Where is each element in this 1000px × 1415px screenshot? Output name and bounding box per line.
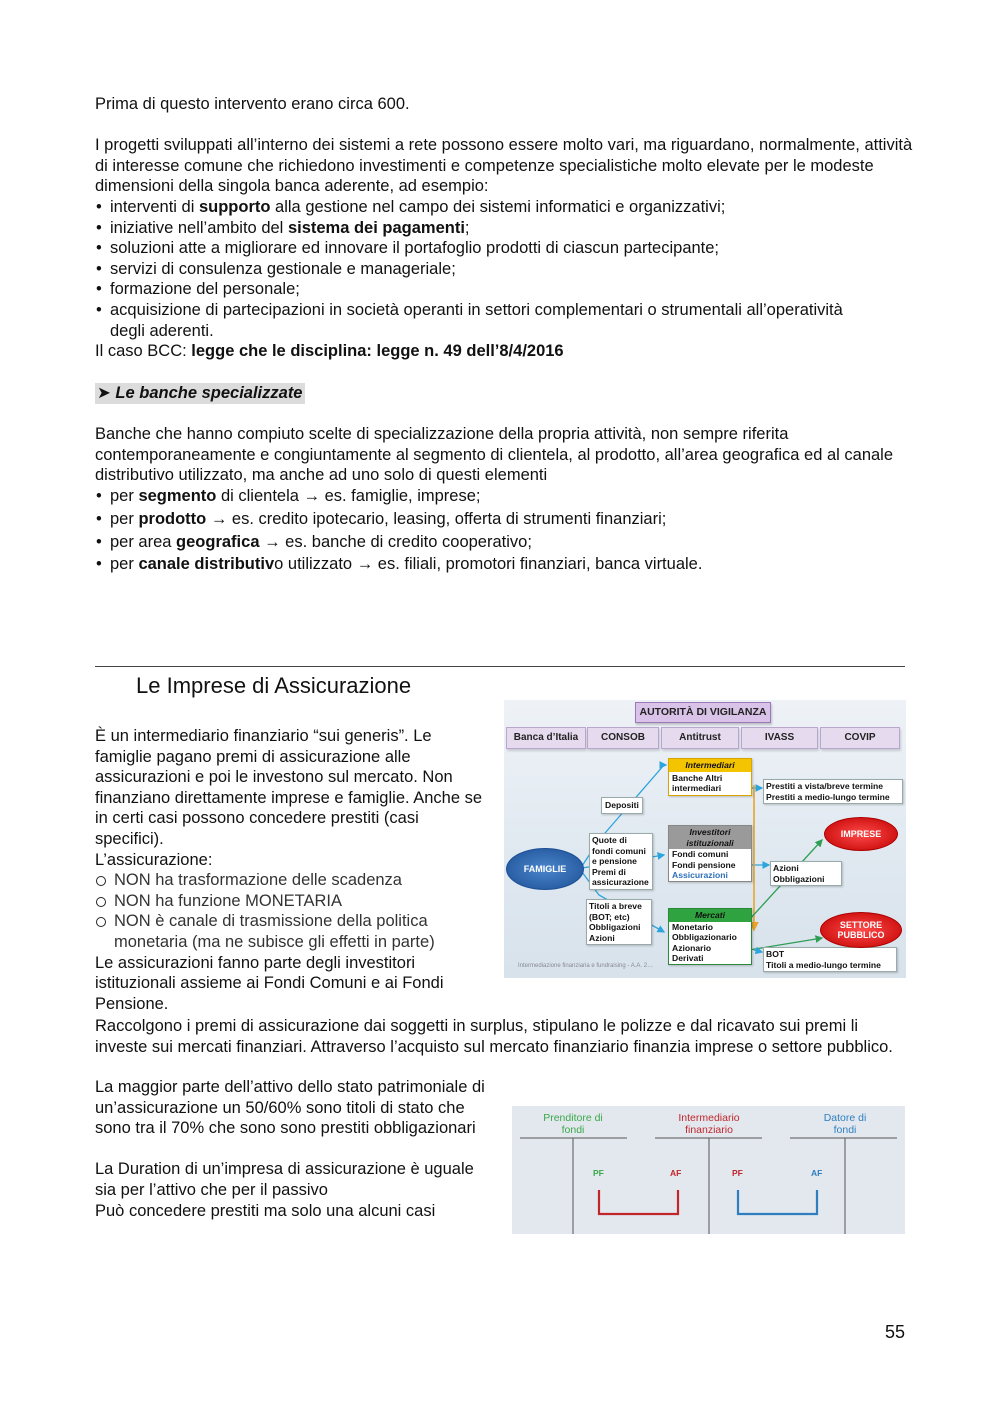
section-heading-specialized: ➤ Le banche specializzate — [97, 384, 303, 402]
intro-line: Prima di questo intervento erano circa 600. — [95, 95, 410, 113]
famiglie-node: FAMIGLIE — [506, 848, 584, 890]
quote-box: Quote di fondi comuni e pensione Premi di assicurazione — [589, 833, 653, 890]
insurance-paragraph-4: La maggior parte dell’attivo dello stato patrimoniale di un’assicurazione un 50/60% sono titoli di stato che sono tra il 70% che sono sono prestiti obbligazionari — [95, 1078, 485, 1138]
specialized-block — [95, 383, 910, 577]
list-item: NON ha trasformazione delle scadenza — [95, 870, 490, 891]
insurance-paragraph-3: Raccolgono i premi di assicurazione dai soggetti in surplus, stipulano le polizze e dal ricavato sui premi li investe sui mercati finanziari. Attraverso l’acquisto sul mercato finanziario finanzia imprese o settore pubblico. — [95, 1017, 893, 1056]
list-item: • iniziative nell’ambito del sistema dei pagamenti; — [95, 218, 915, 239]
titoli-box: Titoli a breve (BOT; etc) Obbligazioni Azioni — [586, 899, 652, 945]
investitori-box: Investitori istituzionali Fondi comuni Fondi pensione Assicurazioni — [668, 825, 752, 882]
list-item: • per canale distributivo utilizzato → es. filiali, promotori finanziari, banca virtuale. — [95, 554, 910, 575]
diagram-caption: Intermediazione finanziaria e fundraising - A.A. 2… — [518, 963, 654, 969]
insurance-paragraph-1: È un intermediario finanziario “sui generis”. Le famiglie pagano premi di assicurazione alle assicurazioni e poi le investono sul mercato. Non finanziano direttamente imprese e famiglie. Anche se in certi casi possono concedere prestiti (casi specifici). — [95, 727, 483, 848]
insurance-paragraph-6: Può concedere prestiti ma solo una alcuni casi — [95, 1201, 436, 1220]
bcc-line: Il caso BCC: legge che le disciplina: legge n. 49 dell’8/4/2016 — [95, 342, 564, 361]
list-item: NON è canale di trasmissione della politica monetaria (ma ne subisce gli effetti in parte) — [95, 911, 474, 952]
regulator-box: Antitrust — [661, 727, 739, 749]
section-title-insurance: Le Imprese di Assicurazione — [136, 673, 412, 698]
list-item: • per prodotto → es. credito ipotecario, leasing, offerta di strumenti finanziari; — [95, 509, 910, 530]
section-divider — [95, 666, 905, 667]
specialized-paragraph: Banche che hanno compiuto scelte di specializzazione della propria attività, non sempre riferita contemporaneamente e congiuntamente al segmento di clientela, al prodotto, all’area geografica ed al canale distributivo utilizzato, ma anche ad uno solo di questi elementi — [95, 425, 894, 485]
specialized-bullet-list — [95, 486, 910, 575]
page-number: 55 — [884, 1322, 905, 1342]
insurance-label: L’assicurazione: — [95, 850, 213, 869]
financial-system-diagram — [504, 700, 906, 978]
header-prenditore: Prenditore di fondi — [543, 1112, 603, 1136]
list-item: • servizi di consulenza gestionale e manageriale; — [95, 259, 915, 280]
settore-pubblico-node: SETTORE PUBBLICO — [820, 912, 902, 948]
azioni-obbligazioni-box: Azioni Obbligazioni — [770, 861, 842, 886]
regulator-box: IVASS — [741, 727, 818, 749]
label-pf: PF — [732, 1168, 743, 1178]
balance-sheet-diagram — [512, 1106, 905, 1234]
list-item: • soluzioni atte a migliorare ed innovare il portafoglio prodotti di ciascun partecipante; — [95, 238, 915, 259]
insurance-paragraph-5: La Duration di un’impresa di assicurazione è uguale sia per l’attivo che per il passivo — [95, 1160, 474, 1199]
regulator-box: COVIP — [820, 727, 900, 749]
regulator-box: Banca d’Italia — [506, 727, 586, 749]
mercati-box: Mercati Monetario Obbligazionario Azionario Derivati — [668, 908, 752, 965]
label-af: AF — [670, 1168, 682, 1178]
prestiti-box: Prestiti a vista/breve termine Prestiti a medio-lungo termine — [763, 779, 903, 804]
intermediari-box: Intermediari Banche Altri intermediari — [668, 758, 752, 796]
label-pf: PF — [593, 1168, 604, 1178]
insurance-left-column — [95, 726, 490, 1014]
list-item: • per area geografica → es. banche di credito cooperativo; — [95, 532, 910, 553]
list-item: • acquisizione di partecipazioni in società operanti in settori complementari o strumentali all’operatività degli aderenti. — [95, 300, 850, 341]
header-datore: Datore di fondi — [823, 1112, 867, 1136]
regulator-box: CONSOB — [587, 727, 659, 749]
authority-box: AUTORITÀ DI VIGILANZA — [635, 702, 771, 723]
depositi-box: Depositi — [601, 797, 643, 814]
insurance-circle-list — [95, 870, 490, 952]
insurance-paragraph-2: Le assicurazioni fanno parte degli investitori istituzionali assieme ai Fondi Comuni e ai Fondi Pensione. — [95, 953, 444, 1013]
intro-paragraph: I progetti sviluppati all’interno dei sistemi a rete possono essere molto vari, ma riguardano, normalmente, attività di interesse comune che richiedono investimenti e competenze specialistiche molto elevate per le modeste dimensioni della singola banca aderente, ad esempio: — [95, 136, 913, 196]
intro-bullet-list — [95, 197, 915, 341]
intro-block — [95, 94, 915, 362]
bot-titoli-box: BOT Titoli a medio-lungo termine — [763, 947, 897, 972]
list-item: • formazione del personale; — [95, 279, 915, 300]
list-item: NON ha funzione MONETARIA — [95, 891, 490, 912]
list-item: • per segmento di clientela → es. famiglie, imprese; — [95, 486, 910, 507]
header-intermediario: Intermediario finanziario — [678, 1112, 740, 1136]
imprese-node: IMPRESE — [824, 817, 898, 851]
label-af: AF — [811, 1168, 823, 1178]
list-item: • interventi di supporto alla gestione nel campo dei sistemi informatici e organizzativi; — [95, 197, 915, 218]
insurance-lower-column — [95, 1077, 495, 1221]
